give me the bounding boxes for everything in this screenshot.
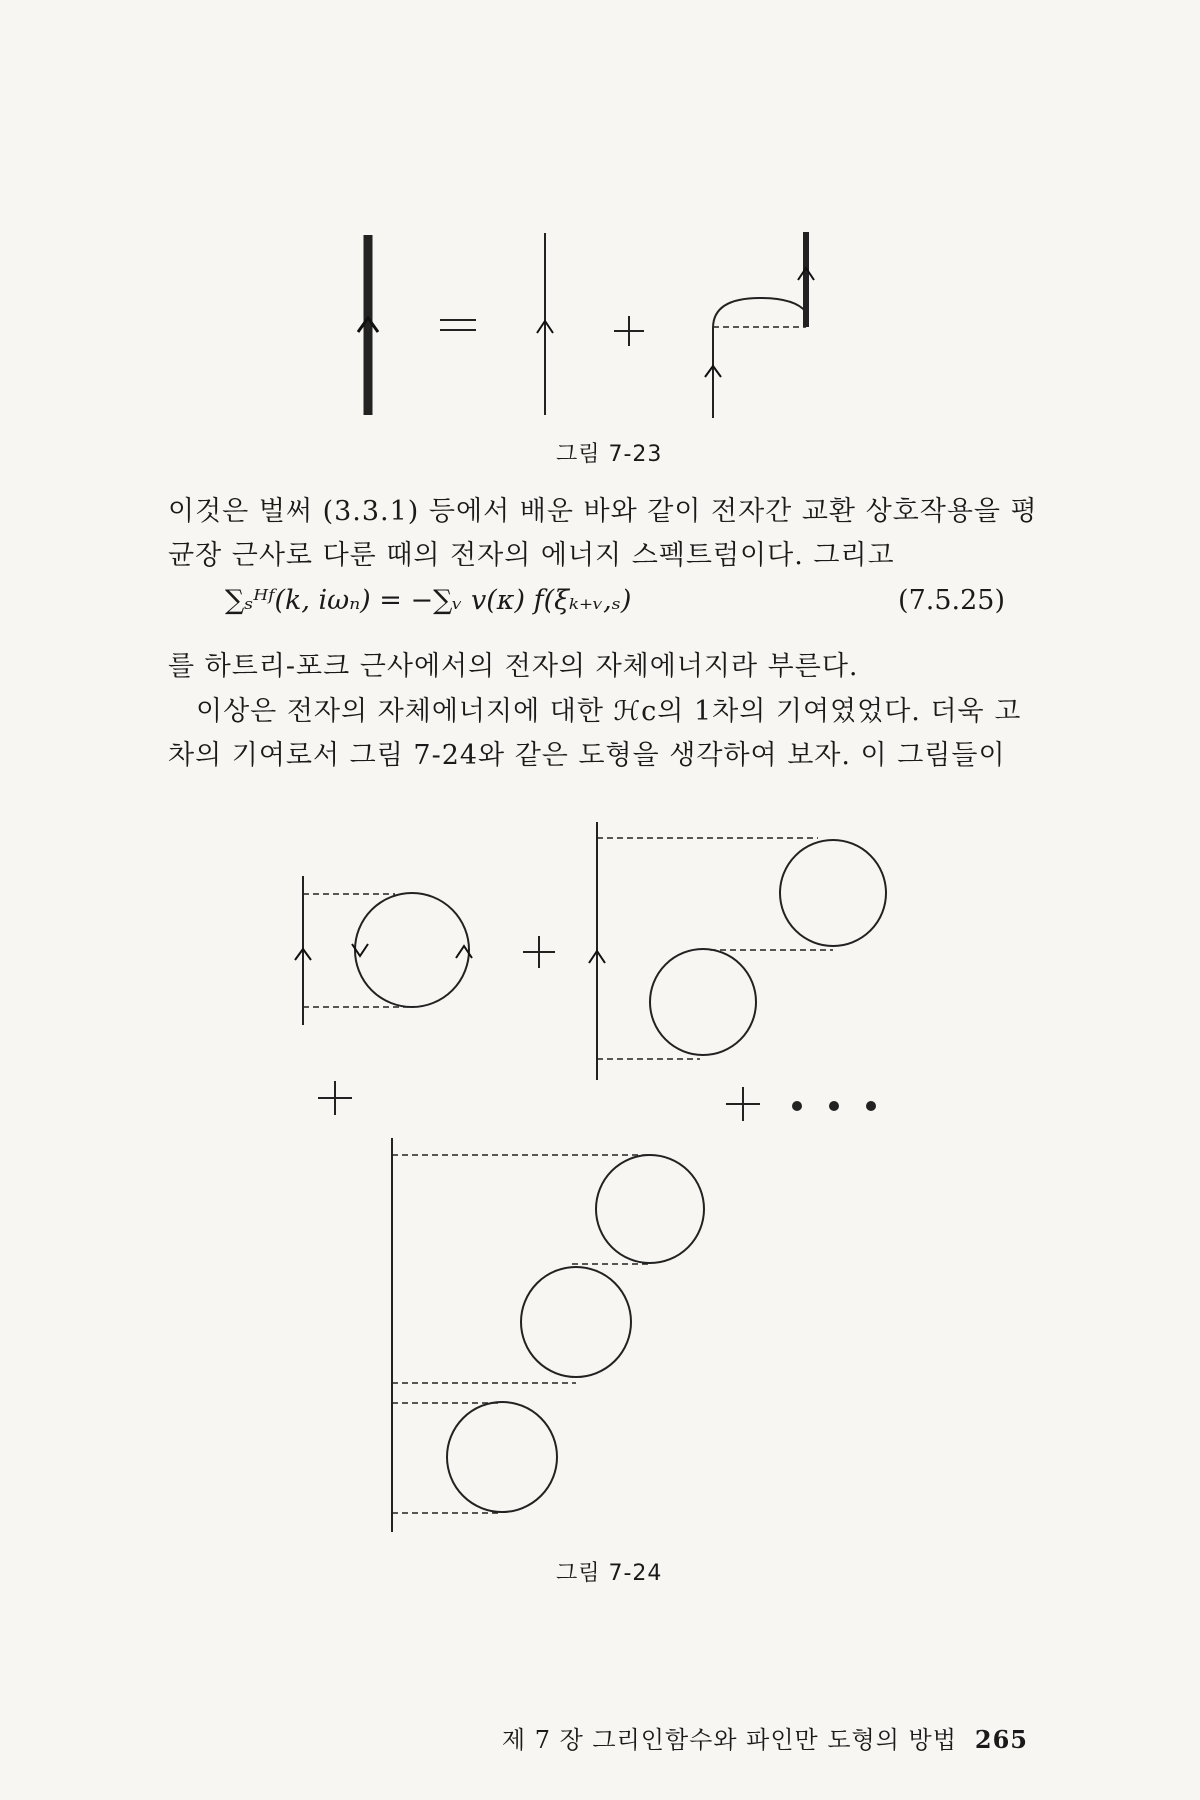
running-header-chapter: 제 7 장 그리인함수와 파인만 도형의 방법 <box>501 1726 957 1754</box>
diagram-two-bubble-chain <box>589 822 886 1080</box>
paragraph-1: 이것은 벌써 (3.3.1) 등에서 배운 바와 같이 전자간 교환 상호작용을 평균장 근사로 다룬 때의 전자의 에너지 스펙트럼이다. 그리고 <box>168 496 1038 571</box>
paragraph-2: 를 하트리-포크 근사에서의 전자의 자체에너지라 부른다. <box>168 651 859 682</box>
diagram-bubble-two-lines <box>295 876 472 1025</box>
figure-caption-7-24: 그림 7-24 <box>556 1561 663 1586</box>
page-footer <box>488 1720 1028 1755</box>
equation-number: (7.5.25) <box>898 585 1005 616</box>
page-number: 265 <box>974 1725 1028 1754</box>
ellipsis-dots <box>792 1101 876 1111</box>
plus-sign <box>318 1081 352 1115</box>
plus-sign <box>726 1087 760 1121</box>
figure-caption-7-23: 그림 7-23 <box>556 442 663 467</box>
paragraph-3: 이상은 전자의 자체에너지에 대한 ℋc의 1차의 기여였었다. 더욱 고차의 기여로서 그림 7-24와 같은 도형을 생각하여 보자. 이 그림들이 <box>168 696 1022 771</box>
plus-sign <box>523 936 555 968</box>
equation-formula: ∑ₛᴴᶠ(k, iωₙ) = −∑ᵥ v(κ) f(ξₖ₊ᵥ,ₛ) <box>225 585 632 616</box>
diagram-three-bubble-chain <box>392 1138 704 1532</box>
